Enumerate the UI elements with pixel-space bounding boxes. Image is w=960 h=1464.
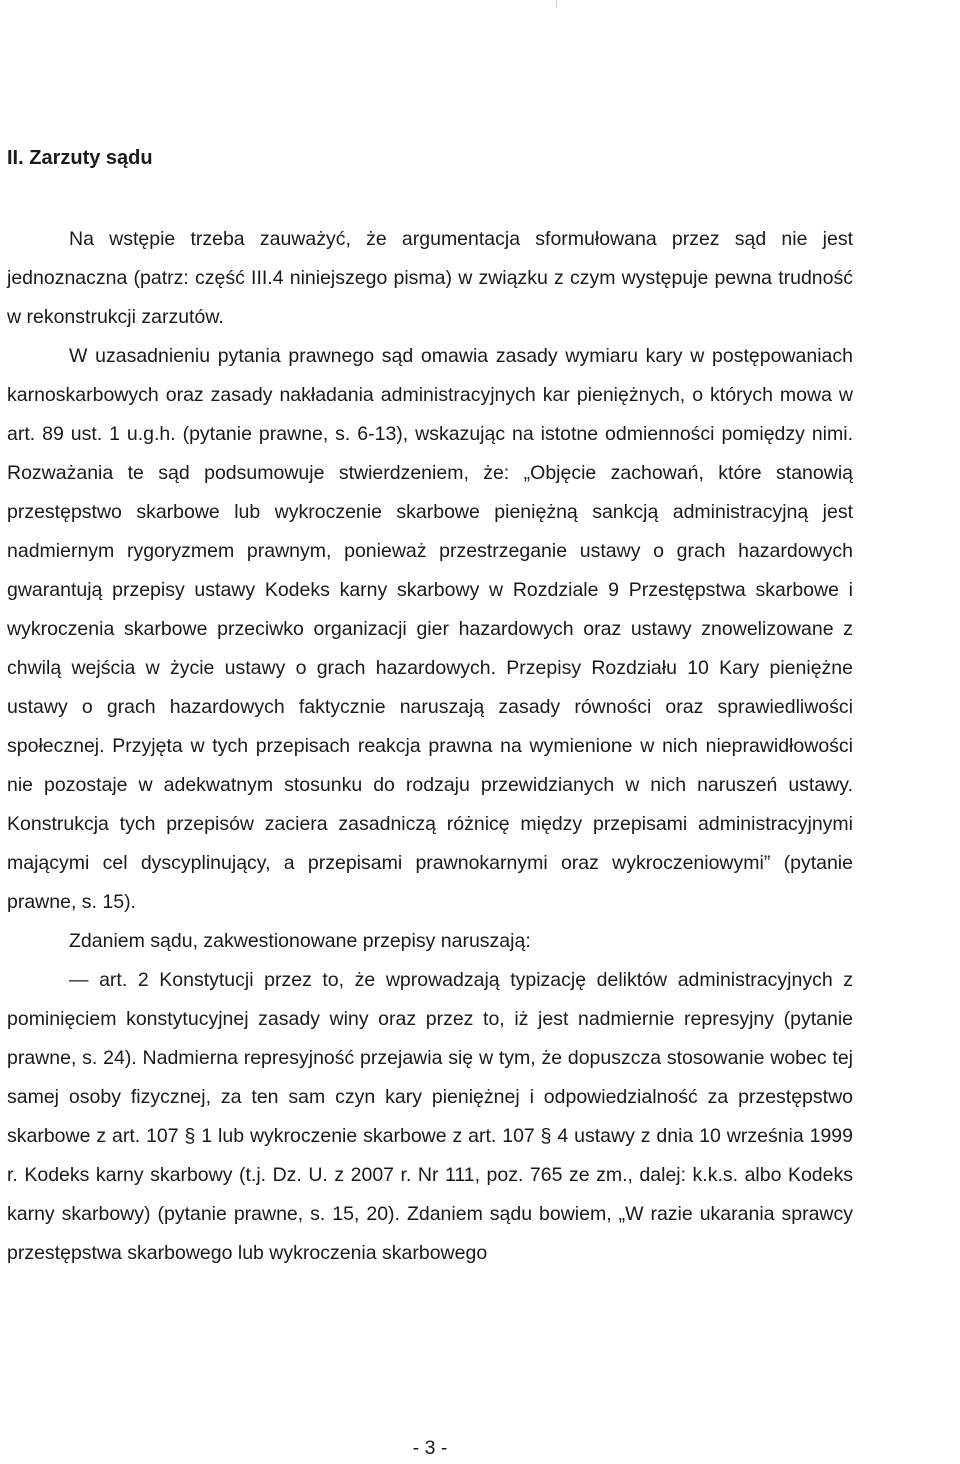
paragraph-intro: Na wstępie trzeba zauważyć, że argumentacja sformułowana przez sąd nie jest jednoznaczna (patrz: część III.4 niniejszego pisma) w związku z czym występuje pewna trudność w rekonstrukcji zarzutów. [7, 228, 853, 328]
section-heading: II. Zarzuty sądu [7, 147, 153, 169]
document-body [7, 220, 853, 1273]
page-number: - 3 - [412, 1437, 448, 1459]
paragraph-court-opinion: Zdaniem sądu, zakwestionowane przepisy naruszają: [69, 930, 531, 952]
scan-edge-mark [556, 0, 557, 7]
paragraph-justification: W uzasadnieniu pytania prawnego sąd omawia zasady wymiaru kary w postępowaniach karnoskarbowych oraz zasady nakładania administracyjnych kar pieniężnych, o których mowa w art. 89 ust. 1 u.g.h. (pytanie prawne, s. 6-13), wskazując na istotne odmienności pomiędzy nimi. Rozważania te sąd podsumowuje stwierdzeniem, że: „Objęcie zachowań, które stanowią przestępstwo skarbowe lub wykroczenie skarbowe pieniężną sankcją administracyjną jest nadmiernym rygoryzmem prawnym, ponieważ przestrzeganie ustawy o grach hazardowych gwarantują przepisy ustawy Kodeks karny skarbowy w Rozdziale 9 Przestępstwa skarbowe i wykroczenia skarbowe przeciwko organizacji gier hazardowych oraz ustawy znowelizowane z chwilą wejścia w życie ustawy o grach hazardowych. Przepisy Rozdziału 10 Kary pieniężne ustawy o grach hazardowych faktycznie naruszają zasady równości oraz sprawiedliwości społecznej. Przyjęta w tych przepisach reakcja prawna na wymienione w nich nieprawidłowości nie pozostaje w adekwatnym stosunku do rodzaju przewidzianych w nich naruszeń ustawy. Konstrukcja tych przepisów zaciera zasadniczą różnicę między przepisami administracyjnymi mającymi cel dyscyplinujący, a przepisami prawnokarnymi oraz wykroczeniowymi” (pytanie prawne, s. 15). [7, 345, 853, 913]
paragraph-article-2: — art. 2 Konstytucji przez to, że wprowadzają typizację deliktów administracyjnych z pominięciem konstytucyjnej zasady winy oraz przez to, iż jest nadmiernie represyjny (pytanie prawne, s. 24). Nadmierna represyjność przejawia się w tym, że dopuszcza stosowanie wobec tej samej osoby fizycznej, za ten sam czyn kary pieniężnej i odpowiedzialność za przestępstwo skarbowe z art. 107 § 1 lub wykroczenie skarbowe z art. 107 § 4 ustawy z dnia 10 września 1999 r. Kodeks karny skarbowy (t.j. Dz. U. z 2007 r. Nr 111, poz. 765 ze zm., dalej: k.k.s. albo Kodeks karny skarbowy) (pytanie prawne, s. 15, 20). Zdaniem sądu bowiem, „W razie ukarania sprawcy przestępstwa skarbowego lub wykroczenia skarbowego [7, 969, 853, 1264]
